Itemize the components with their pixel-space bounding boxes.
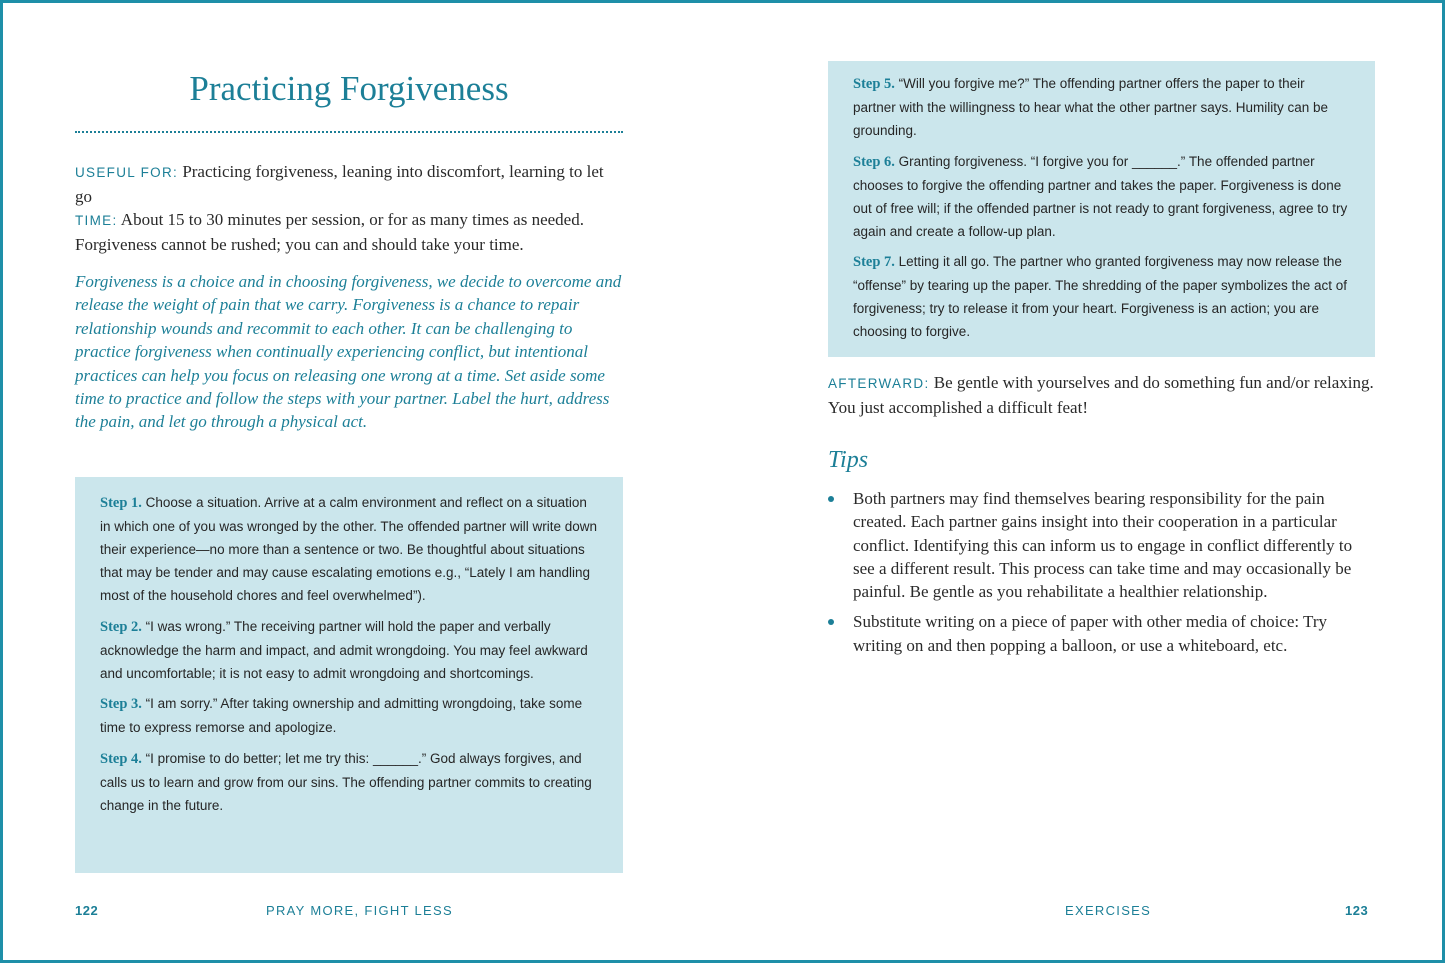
time-line [75, 208, 623, 256]
tip-text: Substitute writing on a piece of paper with other media of choice: Try writing on and then popping a balloon, or use a whiteboard, etc. [853, 612, 1328, 655]
step-text: “I was wrong.” The receiving partner will hold the paper and verbally acknowledge the harm and impact, and admit wrongdoing. You may feel awkward and uncomfortable; it is not easy to admit wrongdoing and shortcomings. [100, 618, 588, 681]
step-item [853, 250, 1351, 343]
steps-box-left [75, 477, 623, 873]
step-label: Step 6. [853, 153, 895, 170]
step-label: Step 3. [100, 696, 142, 712]
tip-item [828, 487, 1376, 603]
tips-list [828, 487, 1376, 664]
running-title-left: PRAY MORE, FIGHT LESS [266, 903, 453, 918]
page-number-right: 123 [1345, 903, 1369, 918]
useful-for-line [75, 160, 623, 208]
exercise-meta [75, 160, 623, 256]
step-item [100, 747, 599, 817]
step-item [100, 491, 599, 607]
step-text: Letting it all go. The partner who granted forgiveness may now release the “offense” by tearing up the paper. The shredding of the paper symbolizes the act of forgiveness; try to release it from your heart. Forgiveness is an action; you are choosing to forgive. [853, 254, 1348, 339]
steps-box-right [828, 61, 1375, 357]
useful-for-label: USEFUL FOR: [75, 165, 179, 180]
step-text: “Will you forgive me?” The offending partner offers the paper to their partner with the willingness to hear what the other partner says. Humility can be grounding. [853, 76, 1328, 138]
intro-paragraph: Forgiveness is a choice and in choosing forgiveness, we decide to overcome and release the weight of pain that we carry. Forgiveness is a chance to repair relationship wounds and recommit to each other. It can be challenging to practice forgiveness when continually experiencing conflict, but intentional practices can help you focus on releasing one wrong at a time. Set aside some time to practice and follow the steps with your partner. Label the hurt, address the pain, and let go through a physical act. [75, 272, 622, 432]
right-page [725, 3, 1445, 960]
step-item [853, 72, 1351, 142]
step-item [853, 150, 1351, 243]
afterward-text: Be gentle with yourselves and do something fun and/or relaxing. You just accomplished a difficult feat! [828, 373, 1374, 417]
left-page [3, 3, 725, 960]
page-title: Practicing Forgiveness [189, 69, 509, 108]
step-label: Step 1. [100, 495, 142, 511]
step-text: Granting forgiveness. “I forgive you for ______.” The offended partner chooses to forgive the offending partner and takes the paper. Forgiveness is done out of free will; if the offended partner is not ready to grant forgiveness, agree to try again and create a follow-up plan. [853, 153, 1348, 239]
tip-item [828, 610, 1376, 657]
bullet-icon [828, 619, 834, 625]
step-item [100, 615, 599, 685]
tips-heading: Tips [828, 447, 869, 473]
step-label: Step 2. [100, 618, 142, 635]
step-text: Choose a situation. Arrive at a calm environment and reflect on a situation in which one of you was wronged by the other. The offended partner will write down their experience—no more than a sentence or two. Be thoughtful about situations that may be tender and may cause escalating emotions e.g., “Lately I am handling most of the household chores and feel overwhelmed”). [100, 495, 598, 603]
step-label: Step 4. [100, 750, 142, 767]
time-label: TIME: [75, 213, 118, 228]
afterward-label: AFTERWARD: [828, 376, 930, 391]
useful-for-text: Practicing forgiveness, leaning into discomfort, learning to let go [75, 162, 604, 206]
step-label: Step 5. [853, 76, 895, 92]
step-text: “I am sorry.” After taking ownership and admitting wrongdoing, take some time to express remorse and apologize. [100, 696, 583, 735]
afterward-paragraph [828, 371, 1376, 419]
tip-text: Both partners may find themselves bearing responsibility for the pain created. Each partner gains insight into their cooperation in a particular conflict. Identifying this can inform us to engage in conflict differently to see a different result. This process can take time and may occasionally be painful. Be gentle as you rehabilitate a healthier relationship. [853, 489, 1353, 602]
running-title-right: EXERCISES [1065, 903, 1152, 918]
time-text: About 15 to 30 minutes per session, or for as many times as needed. Forgiveness cannot be rushed; you can and should take your time. [75, 210, 584, 254]
step-text: “I promise to do better; let me try this: ______.” God always forgives, and calls us to learn and grow from our sins. The offending partner commits to creating change in the future. [100, 750, 592, 813]
step-item [100, 692, 599, 739]
bullet-icon [828, 496, 834, 502]
dotted-divider [75, 131, 623, 133]
page-number-left: 122 [75, 903, 99, 918]
step-label: Step 7. [853, 254, 895, 270]
